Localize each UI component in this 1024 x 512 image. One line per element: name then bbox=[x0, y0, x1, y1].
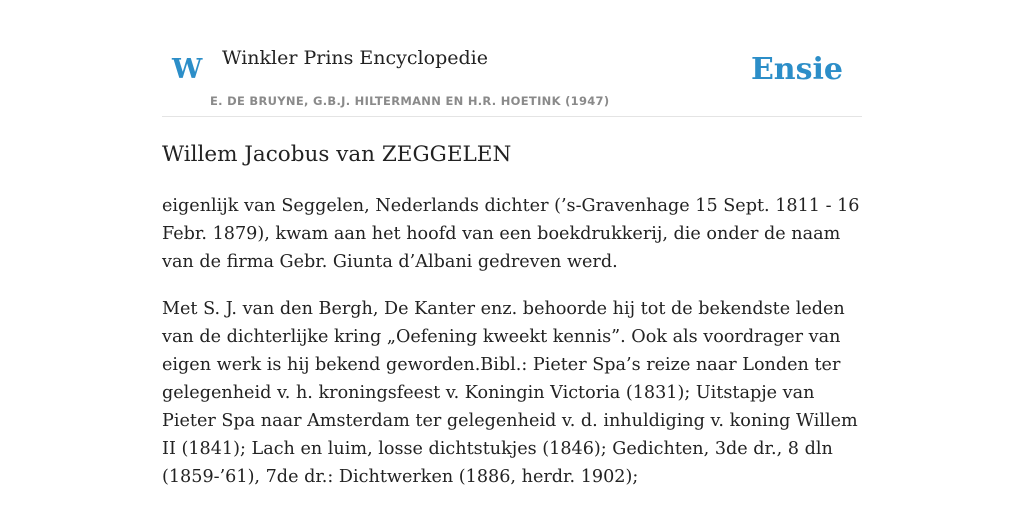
article-paragraph: Met S. J. van den Bergh, De Kanter enz. behoorde hij tot de bekendste leden van de dichterlijke kring „Oefening kweekt kennis”. Ook als voordrager van eigen werk is hij bekend geworden.Bibl.: Pieter Spa’s reize naar Londen ter gelegenheid v. h. kroningsfeest v. Koningin Victoria (1831); Uitstapje van Pieter Spa naar Amsterdam ter gelegenheid v. d. inhuldiging v. koning Willem II (1841); Lach en luim, losse dichtstukjes (1846); Gedichten, 3de dr., 8 dln (1859-’61), 7de dr.: Dichtwerken (1886, herdr. 1902); bbox=[162, 299, 858, 487]
article-title: Willem Jacobus van ZEGGELEN bbox=[162, 142, 512, 167]
encyclopedia-title[interactable]: Winkler Prins Encyclopedie bbox=[222, 47, 488, 69]
header bbox=[162, 0, 862, 117]
page bbox=[162, 0, 862, 487]
encyclopedia-authors: E. DE BRUYNE, G.B.J. HILTERMANN EN H.R. HOETINK (1947) bbox=[210, 94, 610, 108]
article-paragraph: eigenlijk van Seggelen, Nederlands dichter (’s-Gravenhage 15 Sept. 1811 - 16 Febr. 1879), kwam aan het hoofd van een boekdrukkerij, die onder de naam van de firma Gebr. Giunta d’Albani gedreven werd. bbox=[162, 196, 860, 272]
ensie-brand-link[interactable]: Ensie bbox=[750, 52, 843, 87]
encyclopedia-logo[interactable]: W bbox=[172, 54, 203, 85]
